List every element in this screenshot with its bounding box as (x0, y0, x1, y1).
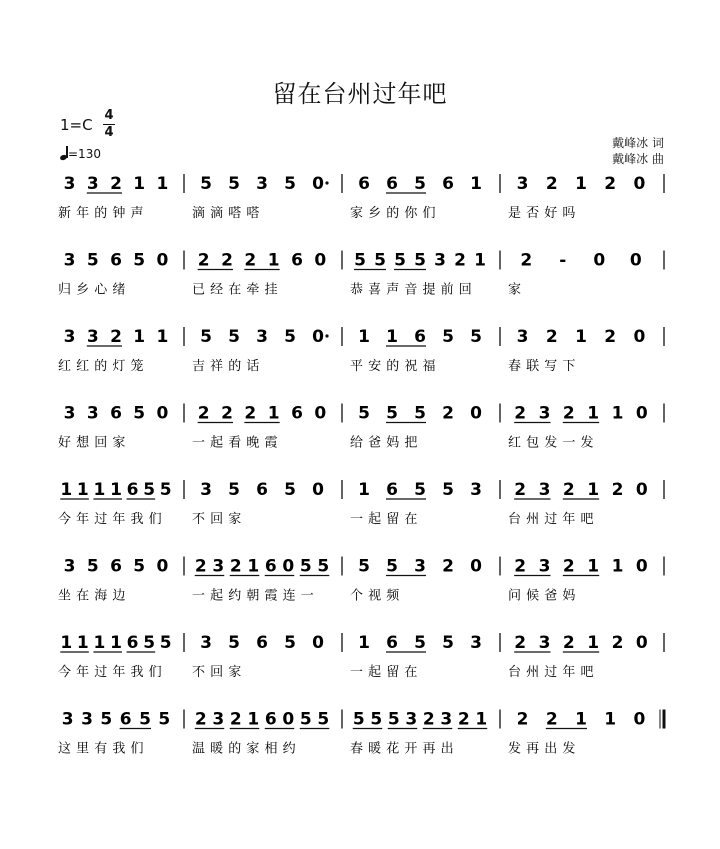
tempo-value: =130 (68, 147, 101, 161)
augmentation-dot (325, 181, 328, 184)
lyric-line: 不 回 家 (192, 665, 242, 680)
note: 0 (629, 250, 642, 271)
lyric-line: 春 暖 花 开 再 出 (350, 741, 455, 757)
note: 2 (197, 403, 210, 424)
note: 0 (633, 174, 646, 194)
lyric-line: 红 包 发 一 发 (508, 435, 595, 451)
note: 6 (386, 174, 398, 194)
note: 5 (133, 403, 146, 424)
lyric-line: 今 年 过 年 我 们 (58, 512, 163, 527)
note: 1 (60, 480, 73, 500)
note: 2 (545, 327, 558, 347)
note: 3 (81, 709, 93, 730)
note: 3 (414, 556, 426, 577)
note: 1 (93, 633, 106, 653)
lyric-line: 发 再 出 发 (508, 741, 576, 757)
note: 6 (126, 633, 139, 653)
lyric-line: 家 乡 的 你 们 (350, 206, 437, 221)
time-signature-bottom: 4 (104, 125, 114, 140)
lyric-line: 问 候 爸 妈 (508, 588, 576, 604)
note: 5 (228, 174, 240, 194)
lyric-line: 已 经 在 牵 挂 (192, 282, 279, 298)
lyric-line: 红 红 的 灯 笼 (58, 359, 145, 374)
note: 0 (312, 174, 324, 194)
note: 3 (440, 709, 453, 730)
note: 3 (212, 709, 225, 730)
note: 5 (317, 709, 330, 730)
note: 5 (414, 174, 426, 194)
note: 3 (434, 250, 446, 271)
lyric-line: 台 州 过 年 吧 (508, 512, 595, 527)
note: 0 (282, 556, 295, 577)
note: 6 (264, 709, 277, 730)
lyric-line: 春 联 写 下 (508, 359, 576, 374)
note: 3 (538, 480, 551, 500)
note: 1 (267, 250, 280, 271)
note: 2 (457, 709, 470, 730)
note: 5 (228, 633, 240, 653)
note: 1 (470, 174, 482, 194)
lyric-line: 家 (508, 282, 522, 298)
note: 5 (228, 327, 240, 347)
note: 5 (352, 709, 365, 730)
note: 5 (354, 250, 366, 271)
note: 1 (110, 480, 122, 500)
note: 1 (358, 480, 370, 500)
note: 1 (133, 174, 146, 194)
note: 3 (63, 174, 76, 194)
note: 5 (386, 403, 398, 424)
note: 1 (133, 327, 146, 347)
lyric-line: 台 州 过 年 吧 (508, 665, 595, 680)
note: 2 (194, 556, 207, 577)
note: 1 (358, 327, 370, 347)
note: 1 (604, 709, 617, 730)
note: 2 (514, 403, 527, 424)
note: 3 (200, 633, 212, 653)
note: 2 (611, 633, 624, 653)
note: 0 (312, 480, 324, 500)
note: 1 (358, 633, 370, 653)
note: 5 (133, 556, 146, 577)
note: 5 (442, 327, 454, 347)
note: 1 (575, 174, 587, 194)
note: 6 (256, 480, 268, 500)
note: 2 (221, 250, 233, 271)
note: 6 (110, 250, 122, 271)
lyric-line: 新 年 的 钟 声 (58, 206, 145, 221)
note: 2 (514, 633, 527, 653)
note: 5 (158, 709, 171, 730)
note: 1 (475, 709, 488, 730)
note: 1 (247, 709, 260, 730)
note: 5 (442, 633, 454, 653)
note: 5 (200, 174, 212, 194)
lyricist-credit: 戴峰冰 词 (612, 136, 664, 150)
note: 2 (244, 403, 257, 424)
note: 3 (61, 709, 74, 730)
note: 5 (414, 480, 426, 500)
note: 5 (442, 480, 454, 500)
note: 1 (474, 250, 486, 271)
note: 2 (604, 327, 617, 347)
note: 2 (221, 403, 233, 424)
note: 6 (256, 633, 268, 653)
note: 1 (611, 556, 624, 577)
note: 5 (143, 480, 156, 500)
note: 5 (133, 250, 146, 271)
note: 3 (63, 327, 76, 347)
note: 0 (156, 250, 169, 271)
lyric-line: 一 起 约 朝 霞 连 一 (192, 588, 315, 604)
note: 5 (414, 250, 426, 271)
note: 5 (386, 556, 398, 577)
note: 2 (545, 174, 558, 194)
note: 2 (442, 556, 454, 577)
note: 2 (611, 480, 624, 500)
note: 5 (387, 709, 400, 730)
note: 3 (470, 480, 482, 500)
note: 6 (110, 556, 122, 577)
lyric-line: 吉 祥 的 话 (192, 359, 260, 374)
note: 5 (228, 480, 240, 500)
note: 5 (139, 709, 151, 730)
note: 6 (442, 174, 454, 194)
note: 1 (93, 480, 106, 500)
note: 0 (282, 709, 295, 730)
note: 5 (159, 633, 172, 653)
note: 0 (312, 327, 324, 347)
note: 5 (200, 327, 212, 347)
lyric-line: 是 否 好 吗 (508, 206, 576, 221)
note: 6 (358, 174, 370, 194)
note: 3 (63, 403, 76, 424)
note: 3 (86, 174, 99, 194)
note: 1 (587, 556, 600, 577)
lyric-line: 不 回 家 (192, 512, 242, 527)
song-title: 留在台州过年吧 (272, 80, 448, 108)
note: 0 (156, 403, 169, 424)
lyric-line: 一 起 留 在 (350, 665, 418, 680)
note: 2 (514, 480, 527, 500)
note: 1 (110, 633, 122, 653)
note: 1 (76, 633, 89, 653)
note: 3 (200, 480, 212, 500)
note: 6 (264, 556, 277, 577)
note: 5 (414, 403, 426, 424)
note: 3 (212, 556, 225, 577)
note: 5 (159, 480, 172, 500)
lyric-line: 今 年 过 年 我 们 (58, 665, 163, 680)
note: 0 (633, 709, 646, 730)
note: 3 (256, 174, 268, 194)
note: 0 (635, 633, 648, 653)
note: 3 (86, 327, 99, 347)
lyric-line: 好 想 回 家 (58, 435, 126, 451)
note: 2 (604, 174, 617, 194)
note: 6 (386, 480, 398, 500)
note: 1 (76, 480, 89, 500)
lyric-line: 滴 滴 嗒 嗒 (192, 206, 260, 221)
note: 3 (538, 556, 551, 577)
note: 5 (374, 250, 386, 271)
lyric-line: 温 暖 的 家 相 约 (192, 741, 297, 757)
note: 5 (143, 633, 156, 653)
lyric-line: 一 起 留 在 (350, 512, 418, 527)
note: 3 (516, 174, 529, 194)
note: 1 (575, 709, 587, 730)
note: 5 (284, 633, 296, 653)
note: 3 (538, 403, 551, 424)
note: 1 (156, 174, 169, 194)
lyric-line: 给 爸 妈 把 (350, 435, 418, 451)
note: 1 (247, 556, 260, 577)
note: 0 (312, 633, 324, 653)
note: 2 (422, 709, 435, 730)
lyric-line: 平 安 的 祝 福 (350, 359, 437, 374)
lyric-line: 个 视 频 (350, 588, 400, 604)
note: 6 (291, 250, 303, 271)
note: 0 (470, 403, 482, 424)
note: 2 (562, 480, 575, 500)
note: 1 (575, 327, 587, 347)
note: 1 (60, 633, 73, 653)
note: 2 (545, 709, 558, 730)
note: 5 (470, 327, 482, 347)
note: 2 (197, 250, 210, 271)
lyric-line: 恭 喜 声 音 提 前 回 (350, 282, 473, 298)
note: 3 (86, 403, 99, 424)
note: 5 (86, 556, 99, 577)
note: 2 (562, 556, 575, 577)
note: 2 (562, 403, 575, 424)
note: 1 (156, 327, 169, 347)
note: 1 (587, 480, 600, 500)
note: 5 (284, 174, 296, 194)
note: 2 (562, 633, 575, 653)
note: 0 (635, 480, 648, 500)
note: 2 (454, 250, 466, 271)
note: 5 (394, 250, 406, 271)
note: 0 (635, 403, 648, 424)
note: 0 (593, 250, 606, 271)
augmentation-dot (325, 334, 328, 337)
note: 3 (405, 709, 418, 730)
note: 5 (100, 709, 113, 730)
note: 0 (470, 556, 482, 577)
note: 2 (516, 709, 529, 730)
note: 5 (358, 403, 370, 424)
note: 0 (633, 327, 646, 347)
note: 2 (442, 403, 454, 424)
note: 5 (284, 327, 296, 347)
note: 6 (126, 480, 139, 500)
composer-credit: 戴峰冰 曲 (612, 152, 664, 166)
note: 5 (86, 250, 99, 271)
key-signature: 1=C (60, 116, 93, 134)
note: 3 (63, 556, 76, 577)
lyric-line: 坐 在 海 边 (58, 588, 126, 604)
note: 1 (587, 403, 600, 424)
note: 1 (587, 633, 600, 653)
note: 2 (110, 174, 122, 194)
note: 2 (194, 709, 207, 730)
lyric-line: 归 乡 心 绪 (58, 282, 126, 298)
note: 2 (514, 556, 527, 577)
note: 3 (516, 327, 529, 347)
note: 2 (110, 327, 122, 347)
note: 3 (470, 633, 482, 653)
note: 1 (267, 403, 280, 424)
note: 5 (284, 480, 296, 500)
note: - (559, 250, 567, 271)
note: 6 (291, 403, 303, 424)
note: 2 (229, 709, 242, 730)
note: 2 (520, 250, 533, 271)
note: 6 (386, 633, 398, 653)
lyric-line: 这 里 有 我 们 (58, 741, 145, 757)
note: 0 (314, 250, 327, 271)
note: 6 (414, 327, 426, 347)
note: 6 (110, 403, 122, 424)
note: 5 (299, 709, 312, 730)
note: 3 (63, 250, 76, 271)
note: 0 (314, 403, 327, 424)
note: 3 (256, 327, 268, 347)
note: 5 (414, 633, 426, 653)
note: 3 (538, 633, 551, 653)
lyric-line: 一 起 看 晚 霞 (192, 435, 279, 451)
note: 5 (370, 709, 383, 730)
time-signature-top: 4 (104, 108, 114, 123)
note: 5 (358, 556, 370, 577)
note: 2 (244, 250, 257, 271)
note: 5 (299, 556, 312, 577)
note: 1 (611, 403, 624, 424)
note: 5 (317, 556, 330, 577)
note: 2 (229, 556, 242, 577)
note: 1 (386, 327, 398, 347)
note: 0 (635, 556, 648, 577)
note: 6 (119, 709, 132, 730)
note: 0 (156, 556, 169, 577)
